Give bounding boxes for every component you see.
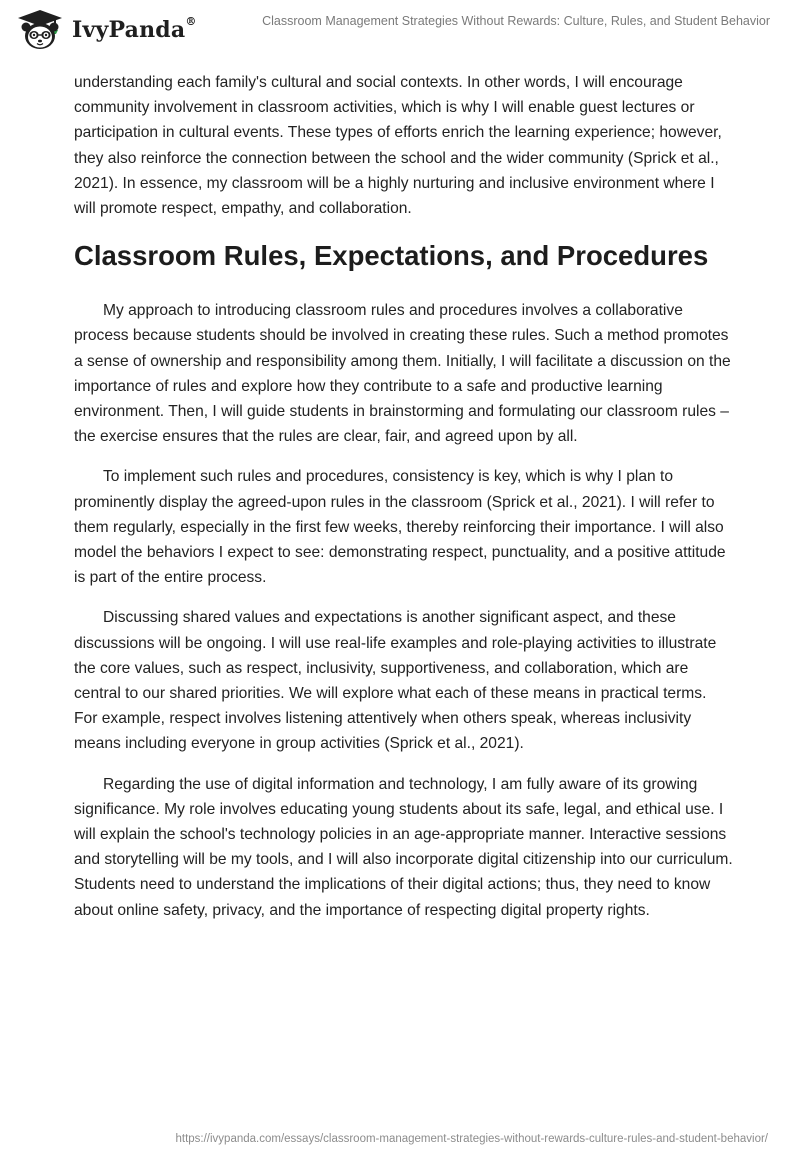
section-heading: Classroom Rules, Expectations, and Procedures [74,240,709,272]
body-paragraph: Discussing shared values and expectations is another significant aspect, and these discussions will be ongoing. I will use real-life examples and role-playing activities to illustrate the core values, such as respect, inclusivity, supportiveness, and collaboration, which are central to our shared priorities. We will explore what each of these means in practical terms. For example, respect involves listening attentively when others speak, whereas inclusivity means including everyone in group activities (Sprick et al., 2021). [74,609,717,753]
body-paragraph: My approach to introducing classroom rules and procedures involves a collaborative process because students should be involved in creating these rules. Such a method promotes a sense of ownership and responsibility among them. Initially, I will facilitate a discussion on the importance of rules and explore how they contribute to a safe and productive learning environment. Then, I will guide students in brainstorming and formulating our classroom rules – the exercise ensures that the rules are clear, fair, and agreed upon by all. [74,302,731,446]
panda-graduate-icon [14,8,66,52]
source-url[interactable]: https://ivypanda.com/essays/classroom-management-strategies-without-rewards-culture-rules-and-student-behavior/ [175,1133,768,1145]
brand-name: IvyPanda® [72,15,197,43]
intro-paragraph: understanding each family's cultural and social contexts. In other words, I will encourage community involvement in classroom activities, which is why I will enable guest lectures or participation in cultural events. These types of efforts enrich the learning experience; however, they also reinforce the connection between the school and the wider community (Sprick et al., 2021). In essence, my classroom will be a highly nurturing and inclusive environment where I will promote respect, empathy, and collaboration. [74,74,722,218]
page-header [0,0,800,60]
document-title: Classroom Management Strategies Without Rewards: Culture, Rules, and Student Behavior [262,14,770,28]
body-paragraph: Regarding the use of digital information and technology, I am fully aware of its growing significance. My role involves educating young students about its safe, legal, and ethical use. I will explain the school's technology policies in an age-appropriate manner. Interactive sessions and storytelling will be my tools, and I will also incorporate digital citizenship into our curriculum. Students need to understand the implications of their digital actions; thus, they need to know about online safety, privacy, and the importance of respecting digital property rights. [74,775,733,919]
essay-body [74,70,734,938]
brand-logo[interactable] [14,8,197,52]
body-paragraph: To implement such rules and procedures, consistency is key, which is why I plan to prominently display the agreed-upon rules in the classroom (Sprick et al., 2021). I will refer to them regularly, especially in the first few weeks, thereby reinforcing their importance. I will also model the behaviors I expect to see: demonstrating respect, punctuality, and a positive attitude is part of the entire process. [74,468,726,587]
